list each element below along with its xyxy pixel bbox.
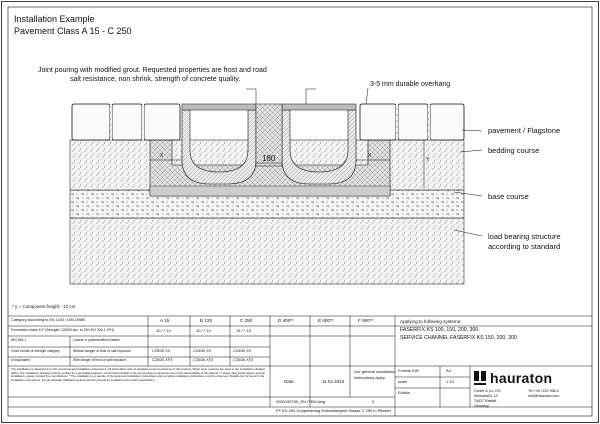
- date-value: 11.04.2024: [322, 379, 345, 384]
- foundation-label: Foundation class X/Y (Strength C25/30 acc. to DIN EN 206-1 XF4): [11, 328, 115, 332]
- edition-label: Edition: [398, 390, 411, 395]
- concrete-a15-xf3: C25/30 XF3: [152, 358, 173, 362]
- drawing-subtitle: Pavement Class A 15 - C 250: [14, 26, 132, 36]
- foundation-a15: 10 / * 10: [156, 328, 171, 333]
- foundation-c250: 15 / * 15: [236, 328, 251, 333]
- dimension-y: Y: [426, 157, 430, 163]
- class-d400: D 400**: [278, 318, 294, 323]
- concrete-b125-xf3: C25/30 XF3: [193, 358, 214, 362]
- sheet-number: 3: [372, 399, 375, 404]
- din-label: DIN 206-1: [11, 338, 27, 342]
- disclaimer-text: The installation is designed from the recommended installation instructions. All information refer to standard recommendations of this product. When other systems are used or the installation situation differs, the installation drawing must be verified by a specialist engineer. Construction details of the surrounding components are in the responsibility of the planner. ** Heavy duty loads require special installation, please contact the manufacturer. * The installation is a sample of the approved installation instructions and complete installation instructions must be observed. Details can be found in the installation instructions. For all vehicular trafficked systems all parts should be installed to the depth specification.: [11, 368, 266, 382]
- joint-annotation-line2: salt resistance, non shrink, strength of concrete quality.: [70, 76, 241, 83]
- drawing-number: 0000155799_EN ITEM.dwg: [276, 399, 326, 404]
- category-label: Category according to EN 1433 / DIN 19580: [11, 318, 86, 322]
- format-label: Format DIN: [398, 368, 419, 373]
- applies-title: Applying to following systems:: [400, 319, 462, 324]
- scale-label: scale: [398, 379, 408, 384]
- class-e600: E 600**: [318, 318, 334, 323]
- footnote: * y = Component height - 12 cm: [12, 304, 76, 309]
- concrete-a15-x0: C25/30 X0: [152, 349, 170, 353]
- joint-annotation-line1: Joint pouring with modified grout. Requested properties are frost and road: [38, 67, 267, 74]
- class-b125: B 125: [200, 318, 213, 323]
- general-instructions-line2: instructions apply.: [354, 375, 386, 380]
- row4-note1: Without danger of frost or salt exposure: [73, 349, 131, 353]
- concrete-c250-xf3: C25/30 XF3: [233, 358, 254, 362]
- drawing-title: Installation Example: [14, 14, 95, 24]
- load-bearing-label-line2: according to standard: [488, 242, 561, 251]
- company-logo-text: hauraton: [490, 370, 553, 386]
- load-bearing-label-line1: load bearing structure: [488, 232, 561, 241]
- address-line4: Germany: [474, 404, 489, 408]
- base-label: base course: [488, 192, 529, 201]
- date-label: Date:: [284, 379, 295, 384]
- address-line2: Werkstraße 13: [474, 394, 498, 398]
- class-a15: A 15: [160, 318, 170, 323]
- address-line3: 76437 Rastatt: [474, 399, 497, 403]
- class-c250: C 250: [240, 318, 253, 323]
- row4-note2: With danger of frost or salt exposure: [73, 358, 127, 362]
- applies-line2: SERVICE CHANNEL FASERFIX KS 150, 200, 300: [400, 335, 517, 341]
- concrete-b125-x0: C25/30 X0: [193, 349, 211, 353]
- dimension-x-left: X: [160, 153, 164, 159]
- pavement-label: pavement / Flagstone: [488, 126, 561, 135]
- load-bearing-layer: [70, 218, 464, 284]
- class-f900: F 900**: [358, 318, 374, 323]
- footer-description: FF KS-200 Doppelstrang Einbaubeispiel Klasse C 250 in Pflaster: [276, 408, 392, 413]
- grout-note: Grout mortar of strength category: [11, 349, 60, 353]
- dimension-x-right: X: [368, 153, 372, 159]
- applies-line1: FASERFIX KS 100, 150, 200, 300: [400, 327, 479, 333]
- overhang-annotation: 3-5 mm durable overhang: [370, 81, 451, 88]
- format-value: A4: [446, 368, 451, 373]
- concrete-c250-x0: C25/30 X0: [233, 349, 251, 353]
- grout-note-b: or equivalent: [11, 358, 30, 362]
- address-line1: GmbH & Co. KG: [474, 389, 501, 393]
- row3-note: Lowest of pavement/frost heave: [73, 338, 120, 342]
- scale-value: 1:10: [446, 379, 454, 384]
- dimension-180: 180: [262, 154, 276, 163]
- bedding-label: bedding course: [488, 146, 540, 155]
- hauraton-logo-icon: [474, 371, 486, 385]
- foundation-b125: 10 / * 10: [196, 328, 211, 333]
- company-email: info@hauraton.com: [528, 394, 560, 398]
- general-instructions-line1: Our general installation: [354, 369, 396, 374]
- company-phone: Tel +49 7222 958-0: [528, 389, 559, 393]
